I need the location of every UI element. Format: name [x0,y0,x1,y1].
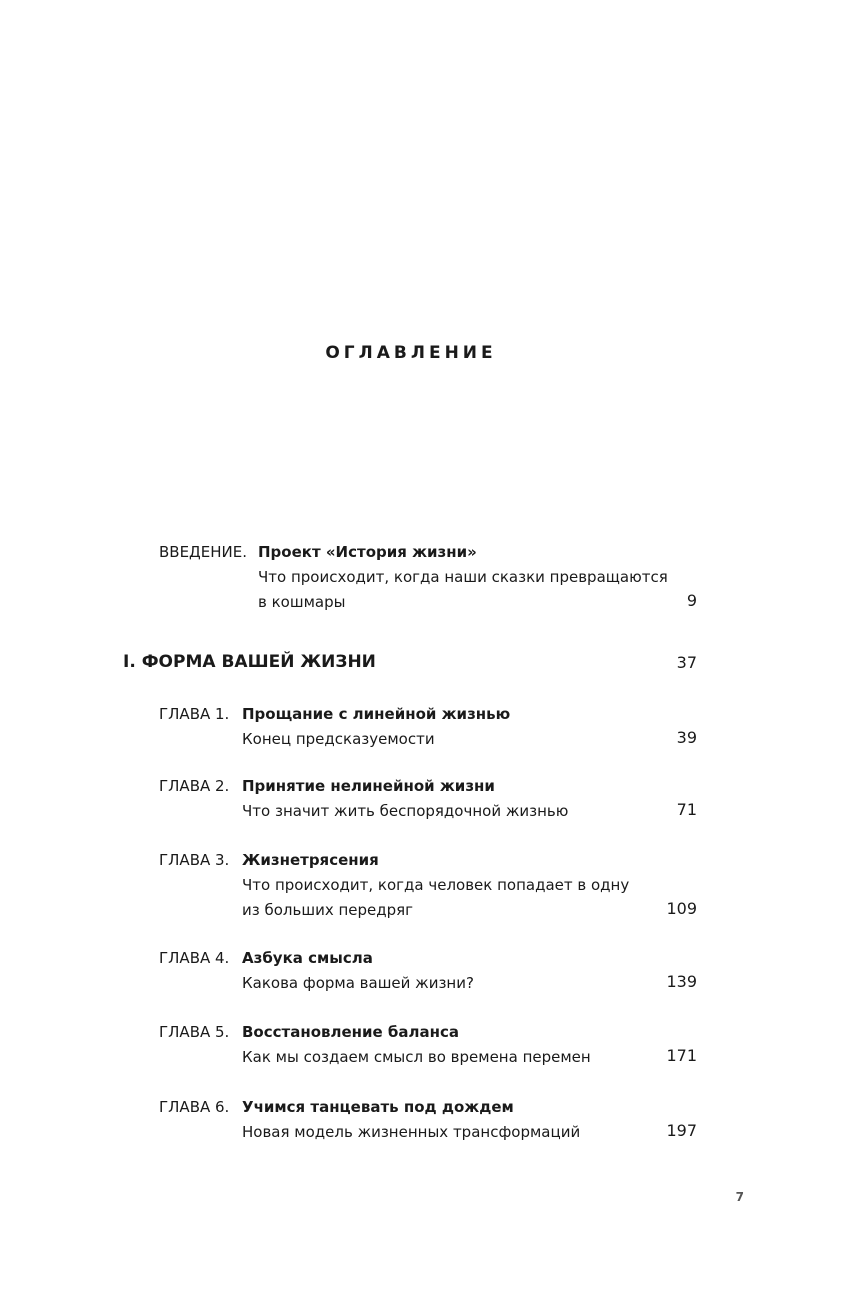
chapter-4-label: ГЛАВА 4. [159,949,230,967]
intro-subtitle-line-2: в кошмары [258,593,346,611]
chapter-2-label: ГЛАВА 2. [159,777,230,795]
chapter-1-title: Прощание с линейной жизнью [242,705,511,723]
chapter-3-title: Жизнетрясения [242,851,379,869]
intro-subtitle-line-1: Что происходит, когда наши сказки превращаются [258,568,668,586]
intro-page-number: 9 [686,591,697,610]
chapter-5-label: ГЛАВА 5. [159,1023,230,1041]
chapter-6-page-number: 197 [666,1121,697,1140]
chapter-2-title: Принятие нелинейной жизни [242,777,495,795]
part-page-number: 37 [676,653,697,672]
chapter-2-subtitle: Что значит жить беспорядочной жизнью [242,802,569,820]
chapter-4-page-number: 139 [666,972,697,991]
toc-title: ОГЛАВЛЕНИЕ [325,343,497,363]
chapter-3-label: ГЛАВА 3. [159,851,230,869]
chapter-4-subtitle: Какова форма вашей жизни? [242,974,474,992]
intro-label: ВВЕДЕНИЕ. [159,543,248,561]
chapter-3-subtitle-line-1: Что происходит, когда человек попадает в одну [242,876,630,894]
chapter-5-title: Восстановление баланса [242,1023,460,1041]
chapter-3-page-number: 109 [666,899,697,918]
chapter-3-subtitle-line-2: из больших передряг [242,901,414,919]
part-heading: I. ФОРМА ВАШЕЙ ЖИЗНИ [123,652,376,672]
chapter-6-subtitle: Новая модель жизненных трансформаций [242,1123,581,1141]
chapter-6-label: ГЛАВА 6. [159,1098,230,1116]
page-folio-number: 7 [735,1190,744,1204]
chapter-2-page-number: 71 [676,800,697,819]
chapter-1-label: ГЛАВА 1. [159,705,230,723]
chapter-1-page-number: 39 [676,728,697,747]
chapter-4-title: Азбука смысла [242,949,373,967]
chapter-1-subtitle: Конец предсказуемости [242,730,435,748]
chapter-6-title: Учимся танцевать под дождем [242,1098,514,1116]
chapter-5-page-number: 171 [666,1046,697,1065]
intro-title: Проект «История жизни» [258,543,477,561]
chapter-5-subtitle: Как мы создаем смысл во времена перемен [242,1048,591,1066]
